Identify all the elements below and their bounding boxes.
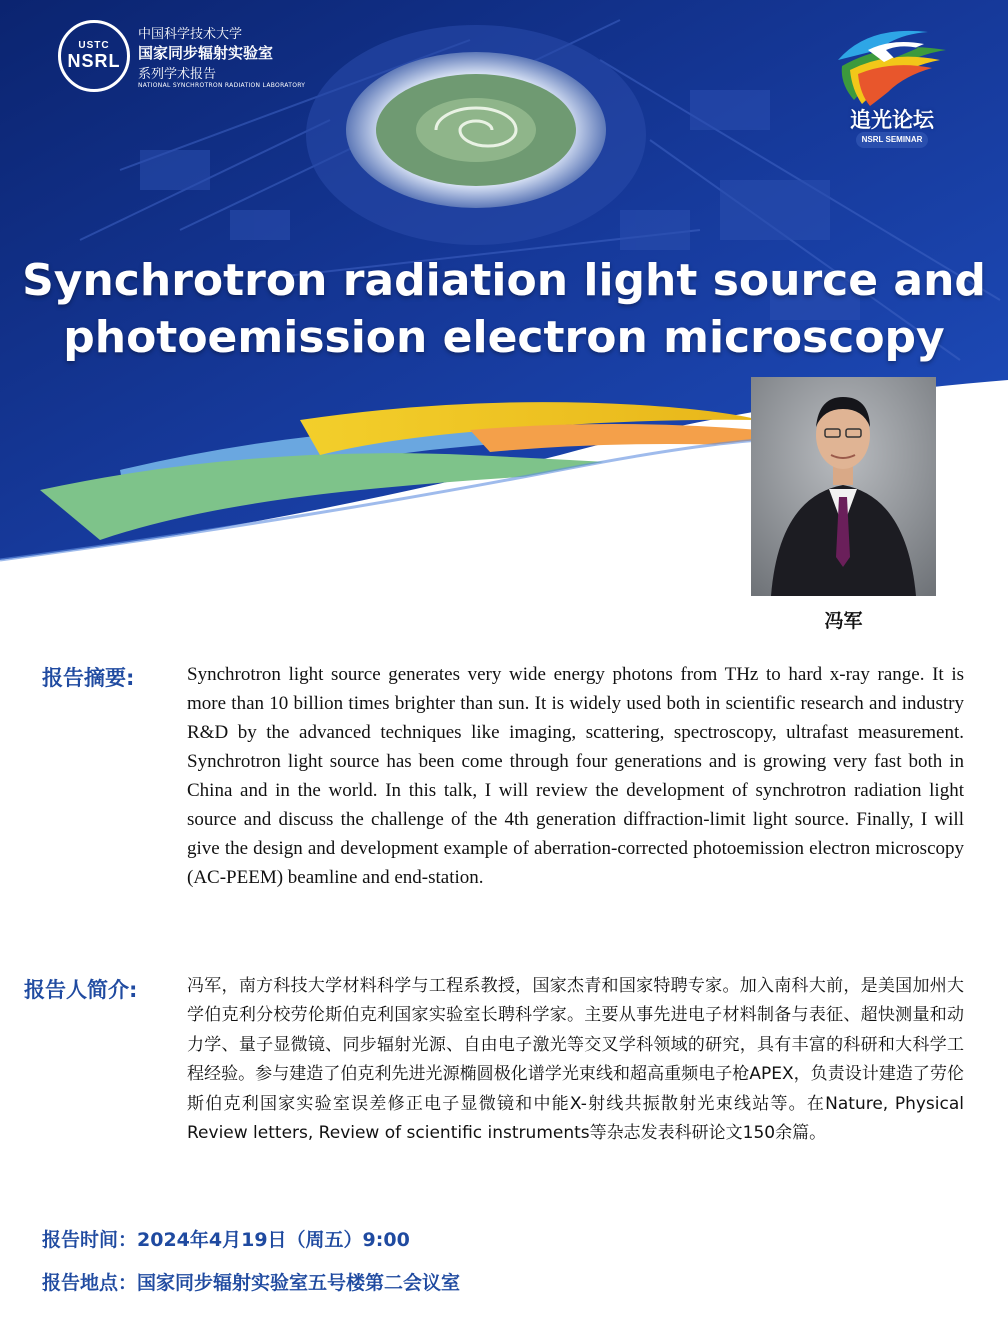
talk-title-line-2: photoemission electron microscopy bbox=[63, 312, 945, 363]
talk-title-line-1: Synchrotron radiation light source and bbox=[22, 255, 986, 306]
seminar-emblem-icon bbox=[828, 20, 956, 110]
seminar-logo bbox=[828, 20, 956, 160]
seminar-name-cn: 追光论坛 bbox=[850, 108, 934, 132]
logo-text-top: USTC bbox=[78, 40, 110, 51]
organization-header bbox=[58, 20, 305, 92]
org-name-lab: 国家同步辐射实验室 bbox=[138, 44, 274, 62]
nsrl-logo bbox=[58, 20, 130, 92]
org-name-english: NATIONAL SYNCHROTRON RADIATION LABORATORY bbox=[138, 82, 306, 89]
talk-location: 报告地点：国家同步辐射实验室五号楼第二会议室 bbox=[42, 1272, 461, 1294]
talk-title bbox=[0, 252, 1008, 366]
talk-time: 报告时间：2024年4月19日（周五）9:00 bbox=[42, 1229, 410, 1251]
series-name: 系列学术报告 bbox=[138, 67, 217, 82]
speaker-photo bbox=[751, 377, 936, 596]
bio-label: 报告人简介: bbox=[24, 978, 138, 1002]
logo-text-bottom: NSRL bbox=[67, 51, 121, 71]
abstract-text: Synchrotron light source generates very wide energy photons from THz to hard x-ray range. It is more than 10 billion times brighter than sun. It is widely used both in scientific research and industry R&D by the advanced techniques like imaging, scattering, spectroscopy, ultrafast measurement. Synchrotron light source has been come through four generations and is growing very fast both in China and in the world. In this talk, I will review the development of synchrotron radiation light source and discuss the challenge of the 4th generation diffraction-limit light source. Finally, I will give the design and development example of aberration-corrected photoemission electron microscopy (AC-PEEM) beamline and end-station. bbox=[187, 664, 964, 888]
org-name-university: 中国科学技术大学 bbox=[138, 27, 243, 42]
speaker-name: 冯军 bbox=[824, 610, 863, 632]
abstract-label: 报告摘要: bbox=[42, 666, 135, 690]
seminar-name-en: NSRL SEMINAR bbox=[856, 132, 928, 148]
bio-text: 冯军，南方科技大学材料科学与工程系教授，国家杰青和国家特聘专家。加入南科大前，是美国加州大学伯克利分校劳伦斯伯克利国家实验室长聘科学家。主要从事先进电子材料制备与表征、超快测量和动力学、量子显微镜、同步辐射光源、自由电子激光等交叉学科领域的研究，具有丰富的科研和大科学工程经验。参与建造了伯克利先进光源椭圆极化谱学光束线和超高重频电子枪APEX，负责设计建造了劳伦斯伯克利国家实验室误差修正电子显微镜和中能X-射线共振散射光束线站等。在Nature, Physical Review letters, Review of scientific instruments等杂志发表科研论文150余篇。 bbox=[187, 976, 964, 1144]
